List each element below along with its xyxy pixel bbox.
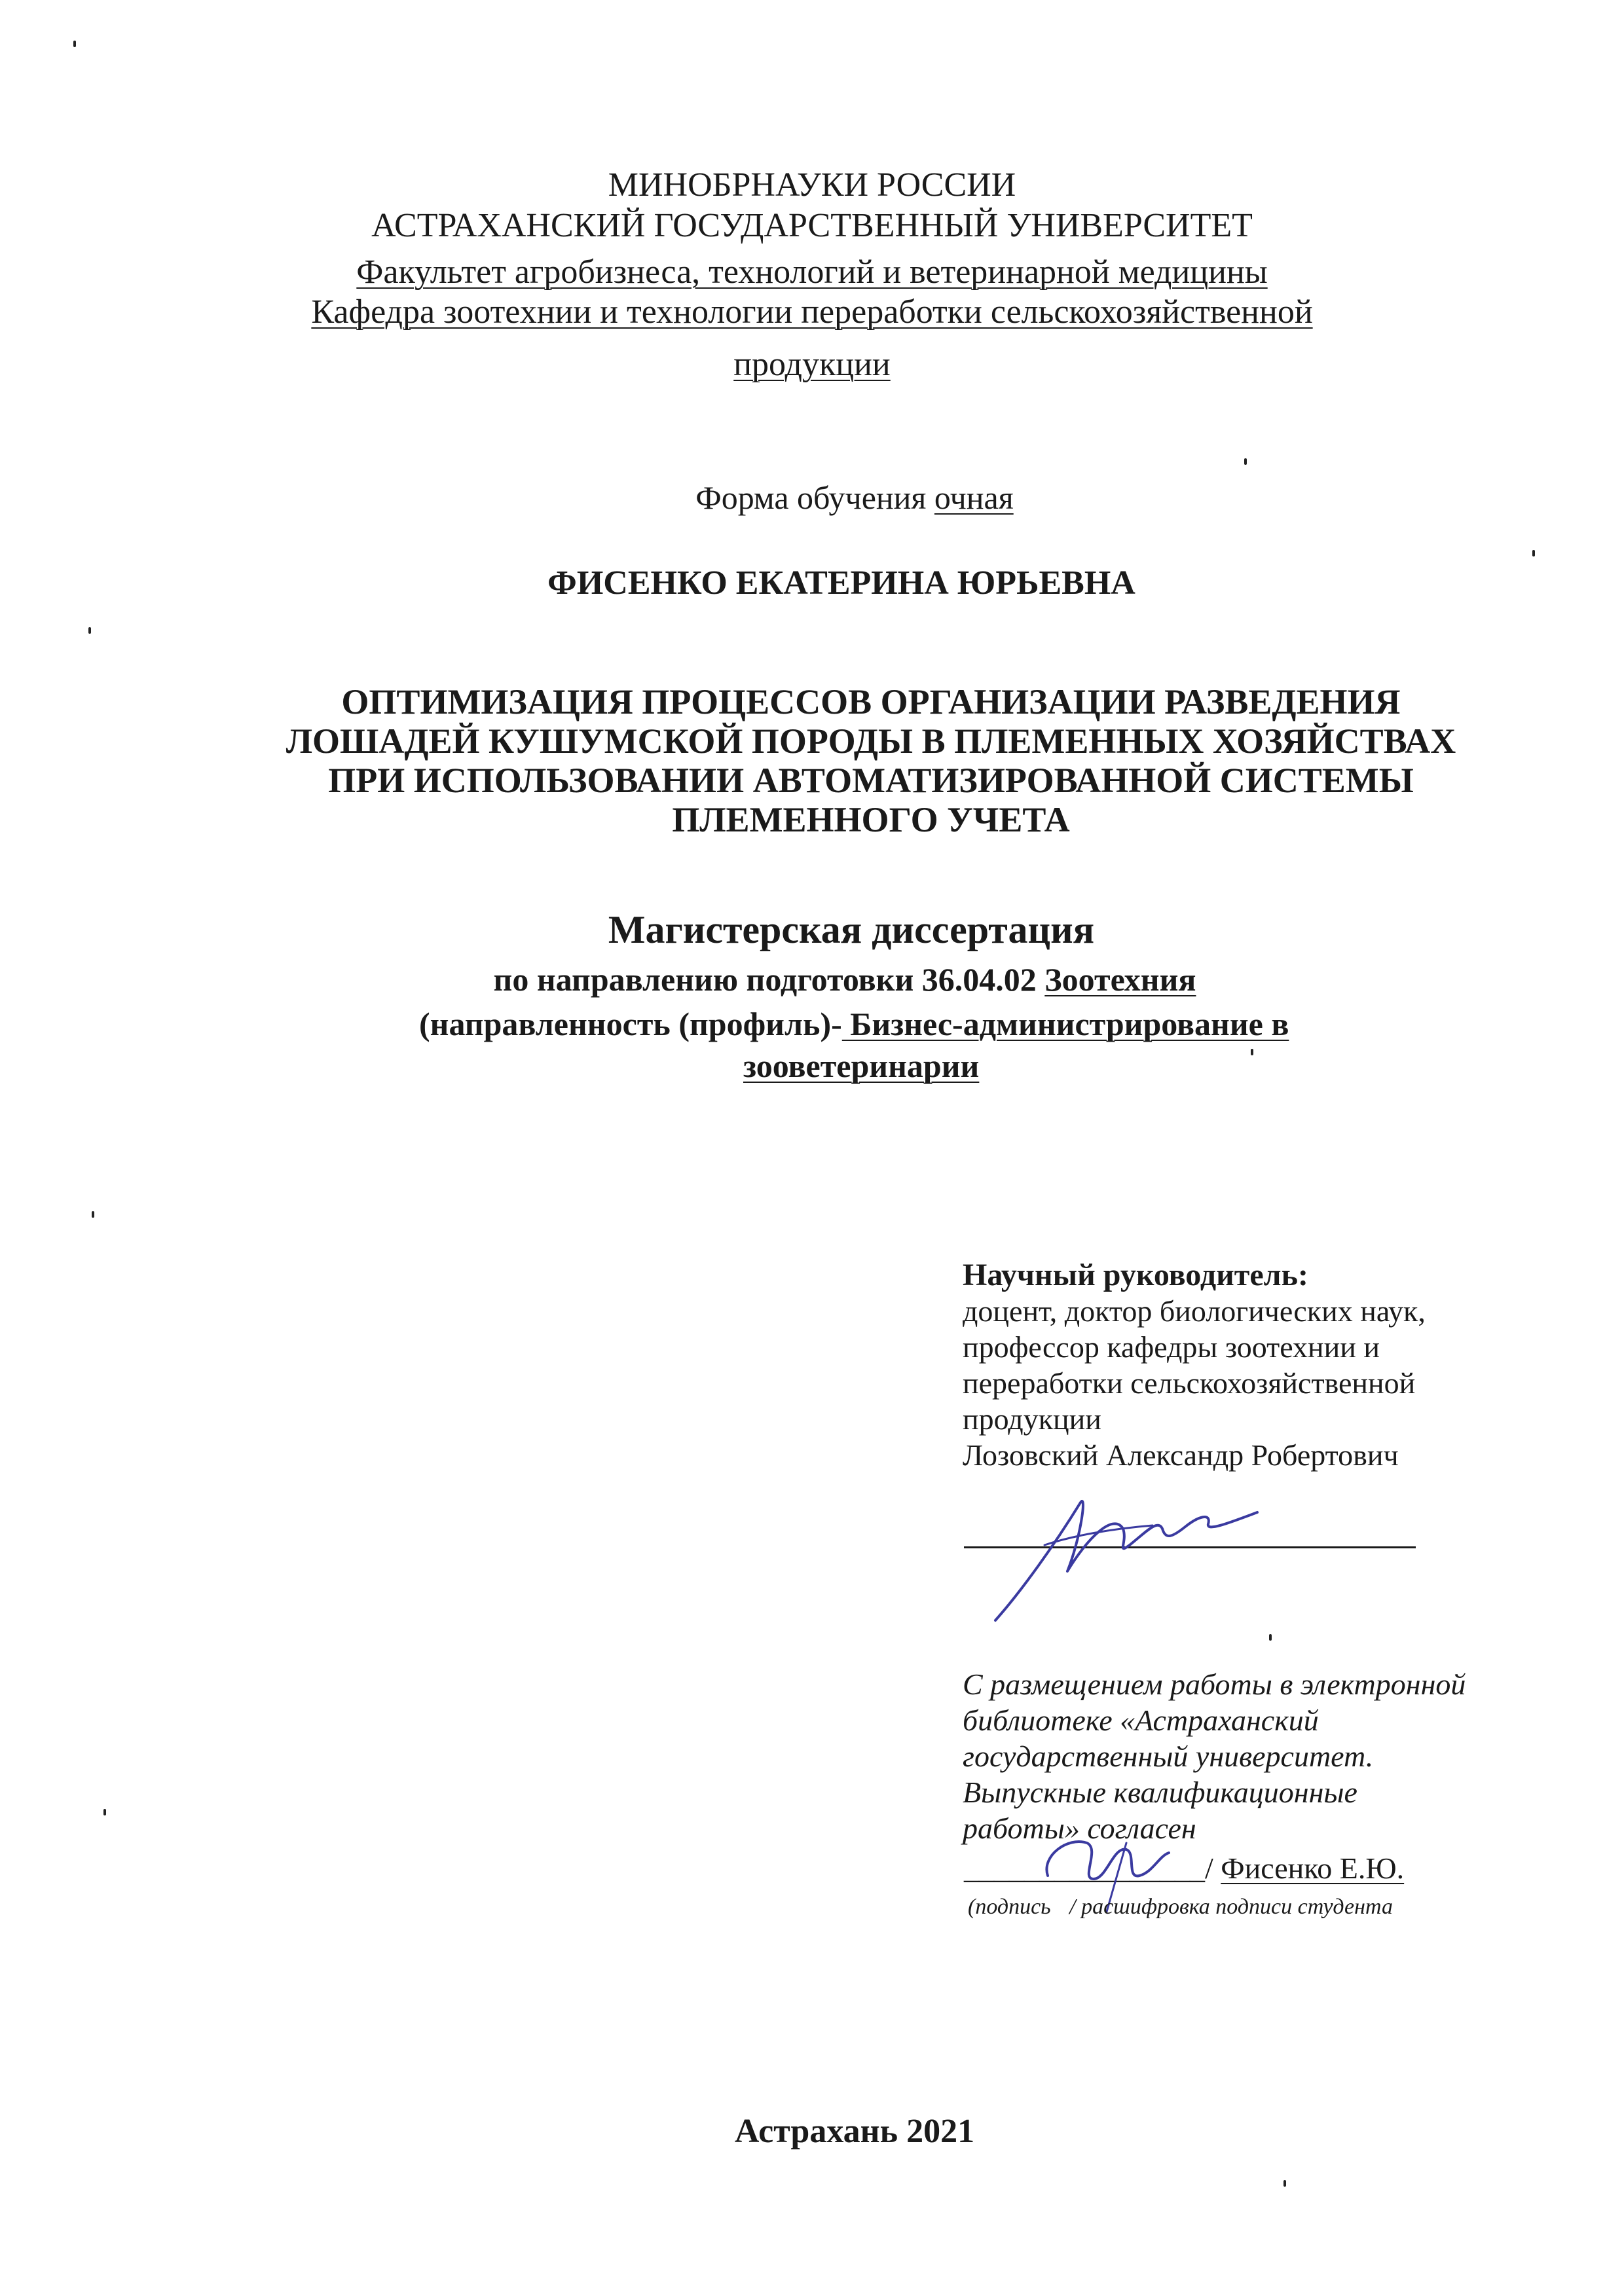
department-line1-wrapper — [0, 292, 1624, 333]
author-name: ФИСЕНКО ЕКАТЕРИНА ЮРЬЕВНА — [547, 564, 1135, 602]
direction-line — [0, 960, 1624, 999]
direction-label: по направлению подготовки 36.04.02 — [493, 961, 1045, 998]
scan-speck — [1244, 458, 1247, 465]
scan-speck — [1283, 2180, 1286, 2187]
department-line2-wrapper — [0, 344, 1624, 385]
student-signature-stroke — [1046, 1842, 1169, 1879]
scan-speck — [73, 41, 76, 47]
student-name: Фисенко Е.Ю. — [1221, 1851, 1405, 1885]
caption-separator: / — [1069, 1895, 1076, 1919]
supervisor-signature — [982, 1467, 1283, 1630]
university-name: АСТРАХАНСКИЙ ГОСУДАРСТВЕННЫЙ УНИВЕРСИТЕТ — [371, 207, 1253, 244]
caption-decode: расшифровка подписи студента — [1081, 1895, 1393, 1919]
supervisor-line: переработки сельскохозяйственной — [963, 1366, 1416, 1400]
consent-line: Выпускные квалификационные — [963, 1776, 1357, 1809]
work-type: Магистерская диссертация — [608, 908, 1095, 951]
thesis-title-line: ОПТИМИЗАЦИЯ ПРОЦЕССОВ ОРГАНИЗАЦИИ РАЗВЕДЕНИЯ — [341, 682, 1401, 721]
student-signature-blank: ________________ — [964, 1851, 1205, 1885]
thesis-title-line: ЛОШАДЕЙ КУШУМСКОЙ ПОРОДЫ В ПЛЕМЕННЫХ ХОЗЯЙСТВАХ — [286, 721, 1456, 761]
ministry-line: МИНОБРНАУКИ РОССИИ — [608, 166, 1016, 204]
supervisor-signature-stroke — [995, 1501, 1257, 1620]
scan-speck — [1269, 1634, 1272, 1641]
consent-line: работы» согласен — [963, 1812, 1196, 1845]
supervisor-line: продукции — [963, 1402, 1101, 1436]
caption-sign: (подпись — [968, 1895, 1051, 1919]
study-form — [0, 478, 1624, 517]
profile-value-line2: зооветеринарии — [743, 1048, 980, 1084]
consent-line: государственный университет. — [963, 1740, 1374, 1773]
scan-speck — [92, 1211, 94, 1218]
signature-slash: / — [1205, 1851, 1221, 1885]
study-form-value: очная — [934, 479, 1014, 516]
thesis-title — [255, 682, 1486, 839]
scan-speck — [1532, 550, 1535, 556]
profile-line — [419, 1004, 1289, 1044]
city-year: Астрахань 2021 — [734, 2113, 975, 2150]
scan-speck — [1251, 1049, 1253, 1055]
thesis-title-line: ПЛЕМЕННОГО УЧЕТА — [672, 800, 1070, 839]
supervisor-line: доцент, доктор биологических наук, — [963, 1294, 1426, 1328]
supervisor-heading: Научный руководитель: — [963, 1258, 1308, 1292]
supervisor-name: Лозовский Александр Робертович — [963, 1438, 1399, 1472]
department-name-line2: продукции — [733, 346, 891, 383]
scan-speck — [88, 627, 91, 634]
profile-label: (направленность (профиль)- — [419, 1006, 842, 1042]
consent-line: библиотеке «Астраханский — [963, 1704, 1319, 1737]
direction-value: Зоотехния — [1044, 961, 1196, 998]
profile-value-line1: Бизнес-администрирование в — [841, 1006, 1289, 1042]
study-form-label: Форма обучения — [695, 479, 934, 516]
faculty-name: Факультет агробизнеса, технологий и ветеринарной медицины — [356, 253, 1268, 291]
signature-caption — [968, 1894, 1393, 1920]
scan-speck — [103, 1809, 106, 1815]
supervisor-block — [963, 1257, 1591, 1473]
thesis-title-line: ПРИ ИСПОЛЬЗОВАНИИ АВТОМАТИЗИРОВАННОЙ СИСТЕМЫ — [328, 761, 1414, 800]
supervisor-line: профессор кафедры зоотехнии и — [963, 1330, 1380, 1364]
department-name-line1: Кафедра зоотехнии и технологии переработки сельскохозяйственной — [311, 293, 1313, 331]
faculty-wrapper — [0, 252, 1624, 293]
profile-line2 — [743, 1046, 979, 1085]
consent-line: С размещением работы в электронной — [963, 1667, 1466, 1701]
